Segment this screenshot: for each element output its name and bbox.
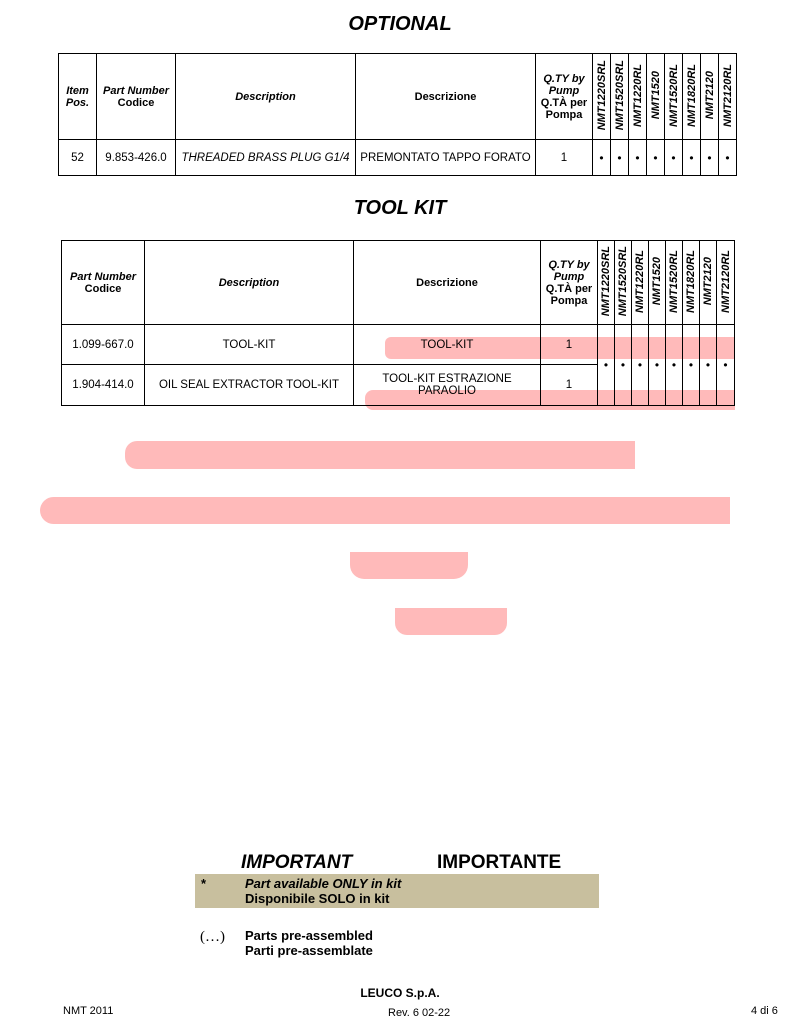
tk-cell-mark: • — [632, 325, 649, 406]
header-item-pos: Item Pos. — [59, 54, 97, 140]
legend-kit-it: Disponibile SOLO in kit — [245, 891, 390, 906]
tk-header-description: Description — [145, 241, 354, 325]
cell-descrizione: PREMONTATO TAPPO FORATO — [356, 140, 536, 176]
legend-preassembled-it: Parti pre-assemblate — [245, 943, 373, 958]
tk-header-part-number — [62, 241, 145, 325]
cell-mark: • — [629, 140, 647, 176]
model-label: NMT2120RL — [719, 249, 732, 313]
cell-mark: • — [683, 140, 701, 176]
cell-pos: 52 — [59, 140, 97, 176]
toolkit-title: TOOL KIT — [353, 197, 447, 219]
tk-cell-descrizione: TOOL-KIT — [354, 325, 541, 365]
tk-header-model-1 — [598, 241, 615, 325]
important-en: IMPORTANT — [241, 852, 353, 873]
optional-table — [58, 53, 737, 176]
footer-page: 4 di 6 — [751, 1005, 778, 1017]
tk-cell-description: OIL SEAL EXTRACTOR TOOL-KIT — [145, 365, 354, 406]
important-it: IMPORTANTE — [437, 852, 562, 873]
watermark-stripe-3 — [125, 441, 635, 469]
cell-mark: • — [647, 140, 665, 176]
model-label: NMT1520 — [649, 70, 662, 120]
model-label: NMT1520RL — [668, 249, 680, 313]
footer-revision: Rev. 6 02-22 — [388, 1007, 451, 1019]
tk-cell-qty: 1 — [541, 325, 598, 365]
cell-description: THREADED BRASS PLUG G1/4 — [176, 140, 356, 176]
watermark-stripe-4 — [40, 497, 730, 524]
header-model-7 — [701, 54, 719, 140]
tk-cell-mark: • — [700, 325, 717, 406]
model-label: NMT1220SRL — [600, 245, 612, 317]
header-model-6 — [683, 54, 701, 140]
tk-cell-mark: • — [615, 325, 632, 406]
header-qty-en: Q.TY by Pump — [543, 72, 585, 97]
toolkit-table — [61, 240, 735, 406]
table-row — [59, 140, 737, 176]
header-model-5 — [665, 54, 683, 140]
tk-header-qty-en: Q.TY by Pump — [548, 258, 590, 283]
optional-title: OPTIONAL — [348, 13, 452, 35]
tk-header-part-en: Part Number — [69, 270, 137, 283]
model-label: NMT1520SRL — [613, 59, 626, 131]
tk-cell-mark: • — [666, 325, 683, 406]
header-descrizione: Descrizione — [356, 54, 536, 140]
tk-cell-descrizione: TOOL-KIT ESTRAZIONE PARAOLIO — [354, 365, 541, 406]
header-qty-it: Q.TÀ per Pompa — [540, 96, 588, 121]
tk-cell-mark: • — [717, 325, 735, 406]
legend-preassembled-en: Parts pre-assembled — [245, 928, 373, 943]
table-row — [62, 325, 735, 365]
cell-mark: • — [611, 140, 629, 176]
header-model-3 — [629, 54, 647, 140]
footer-company: LEUCO S.p.A. — [360, 986, 440, 1000]
model-label: NMT1820RL — [685, 249, 697, 313]
model-label: NMT1220RL — [634, 249, 646, 313]
header-part-it: Codice — [117, 96, 155, 109]
header-model-8 — [719, 54, 737, 140]
tk-cell-description: TOOL-KIT — [145, 325, 354, 365]
model-label: NMT1220RL — [631, 63, 644, 127]
tk-header-model-6 — [683, 241, 700, 325]
model-label: NMT2120 — [702, 256, 714, 306]
model-label: NMT1820RL — [685, 63, 698, 127]
cell-qty: 1 — [536, 140, 593, 176]
header-part-en: Part Number — [102, 84, 170, 97]
tk-header-qty-it: Q.TÀ per Pompa — [545, 282, 593, 307]
header-model-1 — [593, 54, 611, 140]
model-label: NMT2120RL — [721, 63, 734, 127]
tk-cell-mark: • — [683, 325, 700, 406]
tk-cell-part: 1.904-414.0 — [62, 365, 145, 406]
tk-header-model-8 — [717, 241, 735, 325]
tk-header-model-2 — [615, 241, 632, 325]
tk-header-descrizione: Descrizione — [354, 241, 541, 325]
header-description: Description — [176, 54, 356, 140]
cell-mark: • — [701, 140, 719, 176]
tk-header-model-7 — [700, 241, 717, 325]
header-model-2 — [611, 54, 629, 140]
tk-header-model-3 — [632, 241, 649, 325]
header-qty — [536, 54, 593, 140]
footer-model: NMT 2011 — [63, 1005, 114, 1017]
star-symbol: * — [201, 876, 207, 891]
model-label: NMT1520 — [651, 256, 663, 306]
tk-cell-qty: 1 — [541, 365, 598, 406]
model-label: NMT1520SRL — [617, 245, 629, 317]
cell-mark: • — [719, 140, 737, 176]
tk-cell-mark: • — [598, 325, 615, 406]
model-label: NMT2120 — [703, 70, 716, 120]
tk-header-qty — [541, 241, 598, 325]
model-label: NMT1520RL — [667, 63, 680, 127]
legend-kit-en: Part available ONLY in kit — [245, 876, 402, 891]
tk-cell-part: 1.099-667.0 — [62, 325, 145, 365]
dots-symbol: (…) — [200, 929, 225, 945]
cell-part: 9.853-426.0 — [97, 140, 176, 176]
tk-header-part-it: Codice — [84, 282, 122, 295]
header-model-4 — [647, 54, 665, 140]
watermark-stripe-6 — [395, 608, 507, 635]
tk-header-model-5 — [666, 241, 683, 325]
tk-header-model-4 — [649, 241, 666, 325]
model-label: NMT1220SRL — [595, 59, 608, 131]
cell-mark: • — [665, 140, 683, 176]
watermark-stripe-5 — [350, 552, 468, 579]
tk-cell-mark: • — [649, 325, 666, 406]
cell-mark: • — [593, 140, 611, 176]
header-part-number — [97, 54, 176, 140]
